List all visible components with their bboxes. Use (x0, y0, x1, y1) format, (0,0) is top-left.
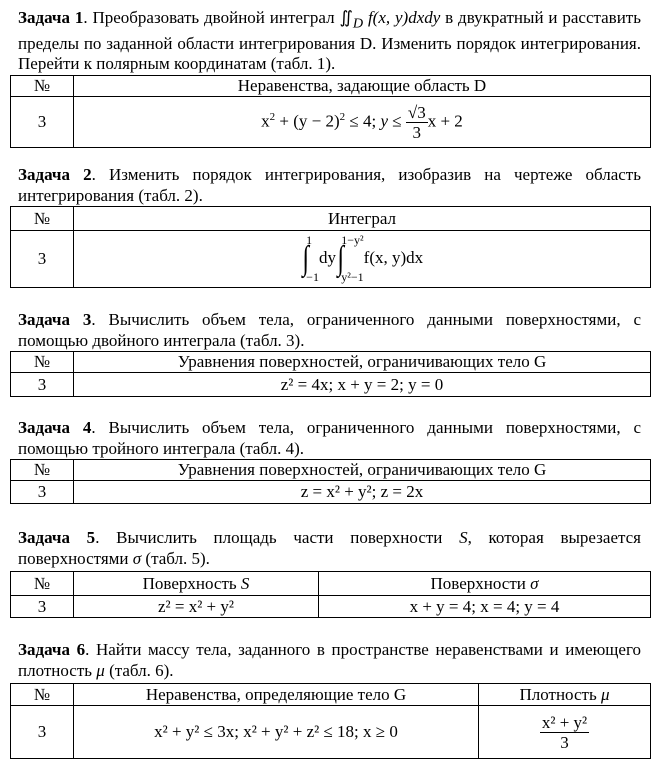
table-cell (479, 684, 651, 706)
text (406, 103, 428, 142)
task2-table (10, 206, 651, 288)
table-cell: № (11, 460, 74, 481)
text: Поверхности (430, 573, 531, 593)
table-row (11, 460, 651, 481)
table-cell: Уравнения поверхностей, ограничивающих тело G (74, 460, 651, 481)
text: 3 (412, 122, 422, 142)
text: . Вычислить площадь части поверхности (95, 528, 460, 547)
text: . Изменить порядок интегрирования, изобразив на чертеже область интегрирования (табл. 2). (18, 165, 641, 205)
table-cell: z² = 4x; x + y = 2; y = 0 (74, 373, 651, 397)
text: ∫ (302, 240, 309, 277)
table-cell: z = x² + y²; z = 2x (74, 481, 651, 504)
text: Поверхность (142, 573, 241, 593)
task1-table (10, 75, 651, 148)
table-cell: № (11, 76, 74, 97)
table-row (11, 97, 651, 148)
table-cell: Уравнения поверхностей, ограничивающих тело G (74, 352, 651, 373)
text: Задача 3 (18, 310, 92, 329)
table-cell: 3 (11, 481, 74, 504)
task1-text (18, 8, 641, 75)
text: . Вычислить объем тела, ограниченного данными поверхностями, с помощью двойного интеграла (табл. 3). (18, 310, 642, 350)
table-cell: № (11, 207, 74, 231)
text: Плотность (519, 684, 601, 704)
table-cell: 3 (11, 596, 74, 618)
task1-formula (74, 97, 651, 148)
text: S (459, 528, 468, 547)
text (11, 460, 651, 504)
text: 1 (306, 233, 313, 247)
table-cell: Неравенства, определяющие тело G (74, 684, 479, 706)
table-row (11, 207, 651, 231)
text: y²−1 (341, 270, 364, 284)
text: 1−y² (341, 233, 364, 247)
text: . Вычислить объем тела, ограниченного данными поверхностями, с помощью тройного интеграла (табл. 4). (18, 418, 642, 458)
text: x + 2 (427, 110, 463, 130)
text: , которая вырезается поверхностями (18, 528, 641, 568)
text: x (261, 110, 270, 130)
table-row (11, 76, 651, 97)
task5-table (10, 571, 651, 618)
table-cell: № (11, 684, 74, 706)
task4-table (10, 459, 651, 504)
text: 2 (269, 110, 276, 123)
table-row (11, 596, 651, 618)
table-cell: Неравенства, задающие область D (74, 76, 651, 97)
table-row (11, 481, 651, 504)
table-cell: x² + y² ≤ 3x; x² + y² + z² ≤ 18; x ≥ 0 (74, 706, 479, 759)
text: σ (530, 573, 539, 593)
text: −1 (306, 270, 319, 284)
text (11, 207, 651, 288)
text: (табл. 6). (104, 660, 174, 680)
task2-text (18, 165, 641, 206)
text: dy (318, 247, 336, 267)
task5-text (18, 528, 641, 569)
text: 3 (560, 732, 569, 752)
text: √3 (407, 102, 426, 122)
text: x² + y² (541, 712, 588, 732)
table-row (11, 352, 651, 373)
text: + (y − 2) (275, 110, 340, 130)
text: ≤ (388, 110, 406, 130)
table-cell: 3 (11, 231, 74, 288)
task3-table (10, 351, 651, 397)
table-cell (319, 572, 651, 596)
table-cell: № (11, 352, 74, 373)
table-cell: x + y = 4; x = 4; y = 4 (319, 596, 651, 618)
table-cell: Интеграл (74, 207, 651, 231)
text: Задача 4 (18, 418, 92, 437)
text: 2 (339, 110, 346, 123)
table-cell (479, 706, 651, 759)
text: f(x, y)dxdy (367, 8, 441, 27)
double-integral: ∬ (339, 8, 353, 27)
task6-text (18, 640, 641, 681)
table-row (11, 572, 651, 596)
text: μ (96, 660, 105, 680)
table-cell: № (11, 572, 74, 596)
text: Задача 6 (18, 640, 86, 659)
table-cell: 3 (11, 706, 74, 759)
text (341, 233, 363, 285)
text: . Найти массу тела, заданного в пространстве неравенствами и имеющего плотность (18, 640, 641, 680)
table-row (11, 706, 651, 759)
text: ∫ (337, 240, 344, 277)
text (11, 684, 651, 759)
text: σ (132, 548, 142, 568)
text: f(x, y)dx (363, 247, 424, 267)
text: ≤ 4; (345, 110, 381, 130)
task4-text (18, 418, 641, 459)
table-row (11, 373, 651, 397)
text: μ (600, 684, 610, 704)
text (11, 572, 651, 618)
text: Задача 5 (18, 528, 96, 547)
text: . Преобразовать двойной интеграл (83, 8, 340, 27)
text: (табл. 5). (141, 548, 210, 568)
text (540, 713, 589, 752)
text (11, 352, 651, 397)
table-row (11, 684, 651, 706)
table-cell: 3 (11, 97, 74, 148)
text: y (380, 110, 389, 130)
task2-formula (74, 231, 651, 288)
text: D (352, 15, 364, 32)
text: S (240, 573, 250, 593)
text: Задача 1 (18, 8, 84, 27)
text (11, 76, 651, 148)
task3-text (18, 310, 641, 351)
text: в двукратный и расставить пределы по заданной области интегрирования D. Изменить порядок интегрирования. Перейти к полярным координатам (табл. 1). (18, 8, 641, 74)
text: Задача 2 (18, 165, 92, 184)
table-cell: z² = x² + y² (74, 596, 319, 618)
table-cell (74, 572, 319, 596)
task6-table (10, 683, 651, 759)
table-row (11, 231, 651, 288)
table-cell: 3 (11, 373, 74, 397)
